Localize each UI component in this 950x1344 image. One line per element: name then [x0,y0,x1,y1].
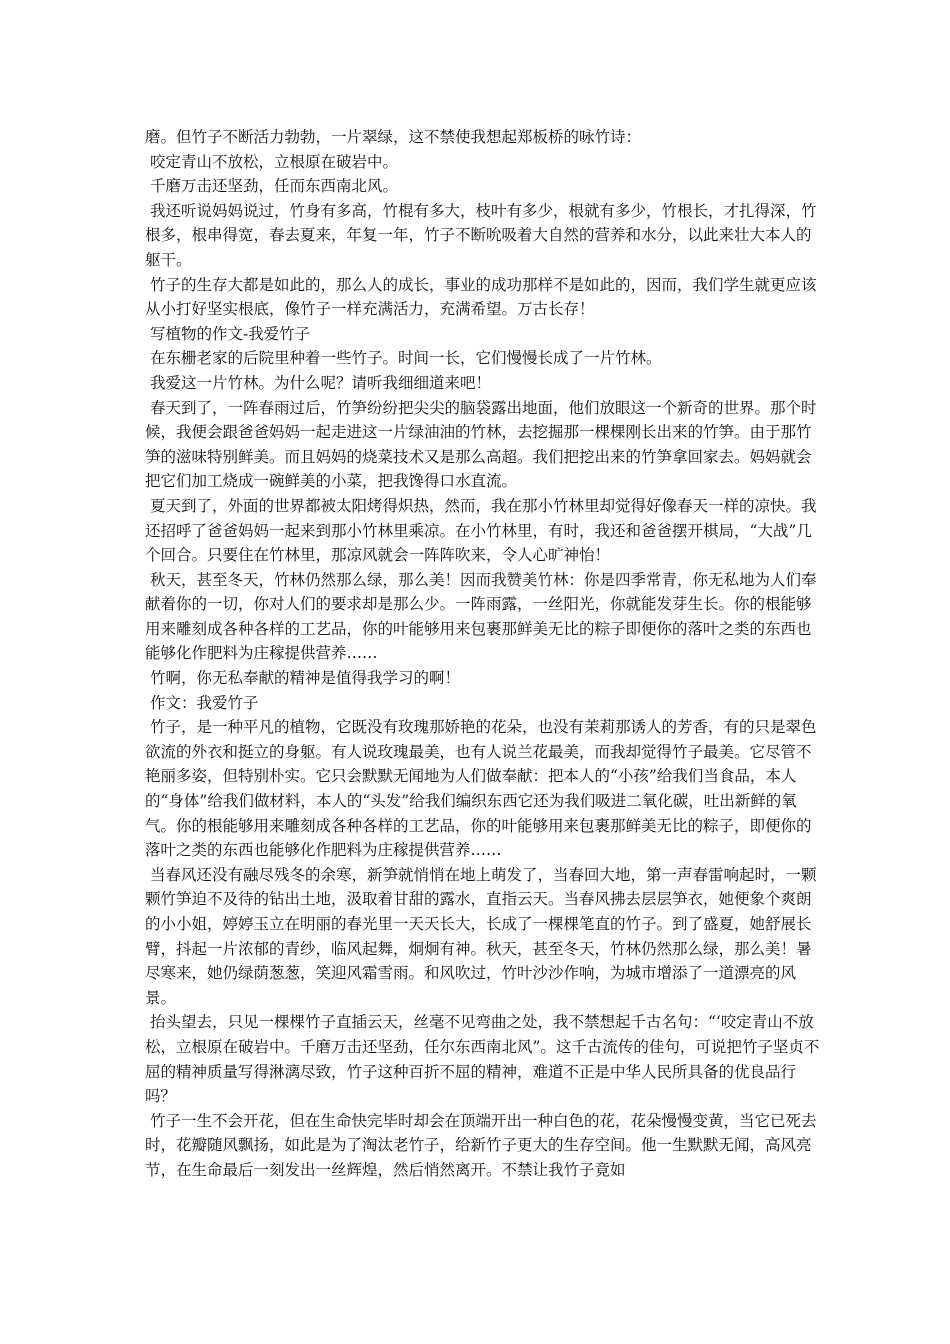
paragraph: 在东栅老家的后院里种着一些竹子。时间一长，它们慢慢长成了一片竹林。 [145,349,662,368]
document-body [145,125,825,1183]
paragraph: 竹子的生存大都是如此的，那么人的成长，事业的成功那样不是如此的，因而，我们学生就更应该从小打好坚实根底，像竹子一样充满活力，充满希望。万古长存！ [145,275,817,319]
paragraph: 春天到了，一阵春雨过后，竹笋纷纷把尖尖的脑袋露出地面，他们放眼这一个新奇的世界。那个时候，我便会跟爸爸妈妈一起走进这一片绿油油的竹林，去挖掘那一棵棵刚长出来的竹笋。由于那竹笋的滋味特别鲜美。而且妈妈的烧菜技术又是那么高超。我们把挖出来的竹笋拿回家去。妈妈就会把它们加工烧成一碗鲜美的小菜，把我馋得口水直流。 [145,398,817,491]
section-title: 写植物的作文-我爱竹子 [145,324,311,343]
poem-line: 咬定青山不放松，立根原在破岩中。 [145,152,398,171]
paragraph: 磨。但竹子不断活力勃勃，一片翠绿，这不禁使我想起郑板桥的咏竹诗： [145,128,642,146]
paragraph: 我还听说妈妈说过，竹身有多高，竹棍有多大，枝叶有多少，根就有多少，竹根长，才扎得深，竹根多，根串得宽，春去夏来，年复一年，竹子不断吮吸着大自然的营养和水分，以此来壮大本人的躯干。 [145,201,817,269]
paragraph: 竹子，是一种平凡的植物，它既没有玫瑰那娇艳的花朵，也没有茉莉那诱人的芳香，有的只是翠色欲流的外衣和挺立的身躯。有人说玫瑰最美，也有人说兰花最美，而我却觉得竹子最美。它尽管不艳丽多姿，但特别朴实。它只会默默无闻地为人们做奉献：把本人的“小孩”给我们当食品，本人的“身体”给我们做材料，本人的“头发”给我们编织东西它还为我们吸进二氧化碳，吐出新鲜的氧气。你的根能够用来雕刻成各种各样的工艺品，你的叶能够用来包裹那鲜美无比的粽子，即便你的落叶之类的东西也能够化作肥料为庄稼提供营养…… [145,718,817,860]
poem-line: 千磨万击还坚劲，任而东西南北风。 [145,177,398,196]
paragraph: 夏天到了，外面的世界都被太阳烤得炽热，然而，我在那小竹林里却觉得好像春天一样的凉快。我还招呼了爸爸妈妈一起来到那小竹林里乘凉。在小竹林里，有时，我还和爸爸摆开棋局，“大战”几个回合。只要住在竹林里，那凉风就会一阵阵吹来，令人心旷神怡！ [145,496,817,565]
paragraph: 当春风还没有融尽残冬的余寒，新笋就悄悄在地上萌发了，当春回大地，第一声春雷响起时，一颗颗竹笋迫不及待的钻出土地，汲取着甘甜的露水，直指云天。当春风拂去层层笋衣，她便象个爽朗的小小姐，婷婷玉立在明丽的春光里一天天长大，长成了一棵棵笔直的竹子。到了盛夏，她舒展长臂，抖起一片浓郁的青纱，临风起舞，炯炯有神。秋天，甚至冬天，竹林仍然那么绿，那么美！暑尽寒来，她仍绿荫葱葱，笑迎风霜雪雨。和风吹过，竹叶沙沙作响，为城市增添了一道漂亮的风景。 [145,865,817,1007]
section-title: 作文：我爱竹子 [145,693,259,712]
paragraph: 秋天，甚至冬天，竹林仍然那么绿，那么美！因而我赞美竹林：你是四季常青，你无私地为人们奉献着你的一切，你对人们的要求却是那么少。一阵雨露，一丝阳光，你就能发芽生长。你的根能够用来雕刻成各种各样的工艺品，你的叶能够用来包裹那鲜美无比的粽子即便你的落叶之类的东西也能够化作肥料为庄稼提供营养…… [145,570,817,663]
paragraph: 抬头望去，只见一棵棵竹子直插云天，丝毫不见弯曲之处，我不禁想起千古名句：“‘咬定青山不放松，立根原在破岩中。千磨万击还坚劲，任尔东西南北风”。这千古流传的佳句，可说把竹子坚贞不屈的精神质量写得淋漓尽致，竹子这种百折不屈的精神，难道不正是中华人民所具备的优良品行吗？ [145,1013,820,1106]
paragraph: 竹子一生不会开花，但在生命快完毕时却会在顶端开出一种白色的花，花朵慢慢变黄，当它已死去时，花瓣随风飘扬，如此是为了淘汰老竹子，给新竹子更大的生存空间。他一生默默无闻，高风亮节，在生命最后一刻发出一丝辉煌，然后悄然离开。不禁让我竹子竟如 [145,1111,817,1179]
paragraph: 我爱这一片竹林。为什么呢？请听我细细道来吧！ [145,373,491,392]
paragraph: 竹啊，你无私奉献的精神是值得我学习的啊！ [145,669,460,688]
